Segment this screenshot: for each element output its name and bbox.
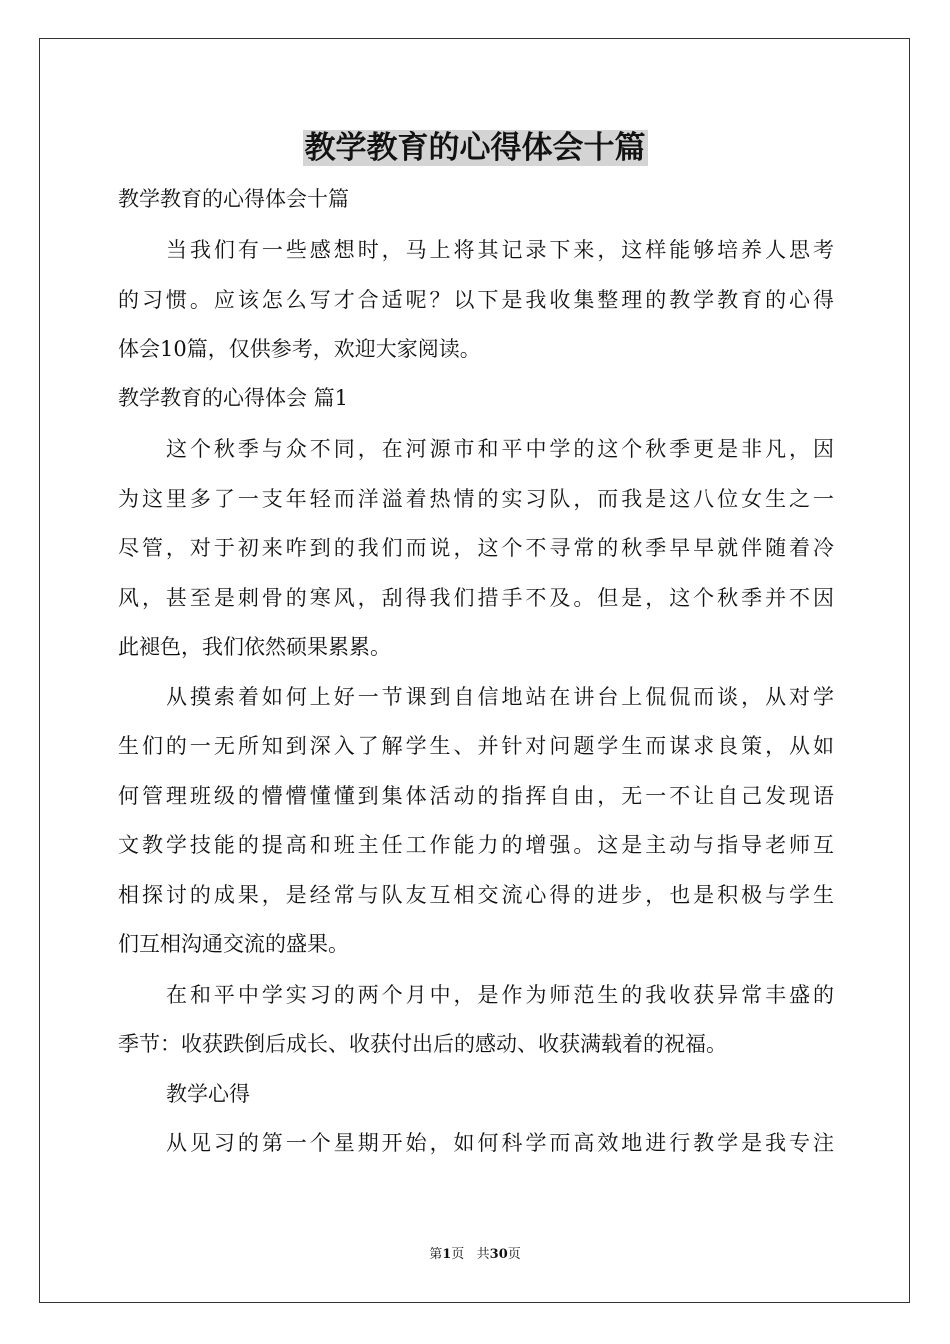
footer-suffix: 页 <box>507 1247 521 1262</box>
paragraph-line: 生们的一无所知到深入了解学生、并针对问题学生而谋求良策，从如 <box>118 734 834 758</box>
footer-page-current: 1 <box>442 1247 452 1262</box>
paragraph-line: 从见习的第一个星期开始，如何科学而高效地进行教学是我专注 <box>166 1131 834 1155</box>
page-border <box>39 38 910 1303</box>
paragraph-line: 体会10篇，仅供参考，欢迎大家阅读。 <box>118 337 481 361</box>
paragraph-line: 季节：收获跌倒后成长、收获付出后的感动、收获满载着的祝福。 <box>118 1032 727 1056</box>
page-footer <box>0 1246 950 1264</box>
paragraph-line: 从摸索着如何上好一节课到自信地站在讲台上侃侃而谈，从对学 <box>166 685 834 709</box>
footer-page-total: 30 <box>489 1247 508 1262</box>
paragraph-line: 文教学技能的提高和班主任工作能力的增强。这是主动与指导老师互 <box>118 833 834 857</box>
paragraph-line: 们互相沟通交流的盛果。 <box>118 932 349 956</box>
paragraph-line: 尽管，对于初来咋到的我们而说，这个不寻常的秋季早早就伴随着冷 <box>118 536 834 560</box>
paragraph-line: 为这里多了一支年轻而洋溢着热情的实习队，而我是这八位女生之一 <box>118 487 834 511</box>
footer-prefix: 第 <box>429 1247 443 1262</box>
footer-mid: 页 共 <box>451 1247 490 1262</box>
paragraph-line: 的习惯。应该怎么写才合适呢？以下是我收集整理的教学教育的心得 <box>118 288 834 312</box>
paragraph-line: 在和平中学实习的两个月中，是作为师范生的我收获异常丰盛的 <box>166 983 834 1007</box>
paragraph-line: 当我们有一些感想时，马上将其记录下来，这样能够培养人思考 <box>166 238 834 262</box>
paragraph-line: 此褪色，我们依然硕果累累。 <box>118 635 391 659</box>
section-heading: 教学教育的心得体会 篇1 <box>118 386 349 410</box>
document-title <box>0 126 950 170</box>
section-heading: 教学心得 <box>166 1082 250 1106</box>
paragraph-line: 相探讨的成果，是经常与队友互相交流心得的进步，也是积极与学生 <box>118 883 834 907</box>
paragraph-line: 这个秋季与众不同，在河源市和平中学的这个秋季更是非凡，因 <box>166 437 834 461</box>
paragraph-line: 风，甚至是刺骨的寒风，刮得我们措手不及。但是，这个秋季并不因 <box>118 586 834 610</box>
subtitle-line: 教学教育的心得体会十篇 <box>118 187 349 211</box>
document-title-text: 教学教育的心得体会十篇 <box>304 130 646 166</box>
paragraph-line: 何管理班级的懵懵懂懂到集体活动的指挥自由，无一不让自己发现语 <box>118 784 834 808</box>
